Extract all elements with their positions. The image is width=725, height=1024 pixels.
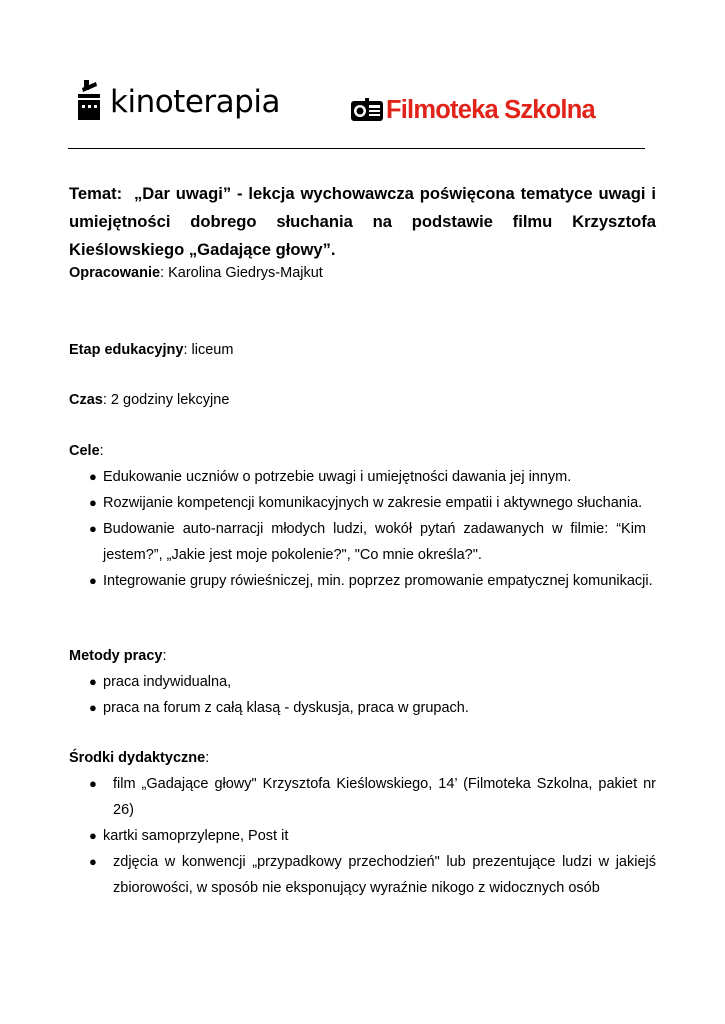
method-text: praca indywidualna,: [103, 674, 232, 690]
bullet-icon: ●: [89, 495, 97, 510]
goal-text: Edukowanie uczniów o potrzebie uwagi i umiejętności dawania jej innym.: [103, 469, 572, 485]
topic-text: „Dar uwagi” - lekcja wychowawcza poświęcona tematyce uwagi i umiejętności dobrego słuchania na podstawie filmu Krzysztofa Kieślowskiego „Gadające głowy”.: [69, 184, 656, 259]
resources-heading: [69, 745, 656, 771]
goals-colon: :: [99, 443, 104, 459]
author-value: : Karolina Giedrys-Majkut: [160, 265, 323, 281]
film-camera-icon: [350, 98, 384, 124]
resources-list: [89, 771, 656, 901]
education-stage-line: [69, 337, 656, 363]
author-line: [69, 260, 656, 286]
list-item: [79, 516, 656, 568]
duration-line: [69, 387, 656, 413]
bullet-icon: ●: [89, 573, 97, 588]
stage-value: : liceum: [183, 342, 234, 358]
author-label: Opracowanie: [69, 265, 161, 281]
list-item: [89, 771, 656, 823]
time-value: : 2 godziny lekcyjne: [102, 392, 230, 408]
lesson-topic: [69, 180, 656, 264]
bullet-icon: ●: [89, 521, 97, 536]
list-item: [89, 695, 656, 721]
filmoteka-szkolna-logo: [350, 98, 595, 124]
resource-text: zdjęcia w konwencji „przypadkowy przechodzień" lub prezentujące ludzi w jakiejś zbiorowości, w sposób nie eksponujący wyraźnie nikogo z widocznych osób: [113, 854, 656, 896]
filmoteka-szkolna-logo-text: Filmoteka Szkolna: [386, 96, 595, 125]
list-item: [89, 669, 656, 695]
methods-list: [89, 669, 656, 721]
header-divider: [68, 148, 645, 149]
goal-text: Budowanie auto-narracji młodych ludzi, wokół pytań zadawanych w filmie: “Kim jestem?”, „Jakie jest moje pokolenie?", "Co mnie określa?".: [103, 521, 646, 563]
topic-label: Temat:: [69, 184, 123, 203]
list-item: [89, 490, 656, 516]
list-item: [89, 823, 656, 849]
resources-colon: :: [205, 750, 210, 766]
resources-label: Środki dydaktyczne: [69, 750, 206, 766]
goals-heading: [69, 438, 656, 464]
method-text: praca na forum z całą klasą - dyskusja, praca w grupach.: [103, 700, 469, 716]
resource-text: film „Gadające głowy" Krzysztofa Kieślowskiego, 14’ (Filmoteka Szkolna, pakiet nr 26): [113, 776, 656, 818]
goals-list: [89, 464, 656, 594]
time-label: Czas: [69, 392, 103, 408]
bullet-icon: ●: [89, 469, 97, 484]
list-item: [79, 568, 656, 594]
methods-colon: :: [162, 648, 167, 664]
bullet-icon: ●: [89, 674, 97, 689]
goal-text: Rozwijanie kompetencji komunikacyjnych w zakresie empatii i aktywnego słuchania.: [103, 495, 643, 511]
goals-label: Cele: [69, 443, 100, 459]
kinoterapia-logo: [76, 70, 280, 122]
list-item: [89, 849, 656, 901]
film-clapper-icon: [76, 78, 102, 122]
stage-label: Etap edukacyjny: [69, 342, 184, 358]
goal-text: Integrowanie grupy rówieśniczej, min. poprzez promowanie empatycznej komunikacji.: [103, 573, 653, 589]
bullet-icon: ●: [89, 854, 97, 869]
methods-heading: [69, 643, 656, 669]
bullet-icon: ●: [89, 776, 97, 791]
list-item: [89, 464, 656, 490]
bullet-icon: ●: [89, 828, 97, 843]
kinoterapia-logo-text: kinoterapia: [110, 84, 280, 120]
resource-text: kartki samoprzylepne, Post it: [103, 828, 289, 844]
bullet-icon: ●: [89, 700, 97, 715]
methods-label: Metody pracy: [69, 648, 163, 664]
